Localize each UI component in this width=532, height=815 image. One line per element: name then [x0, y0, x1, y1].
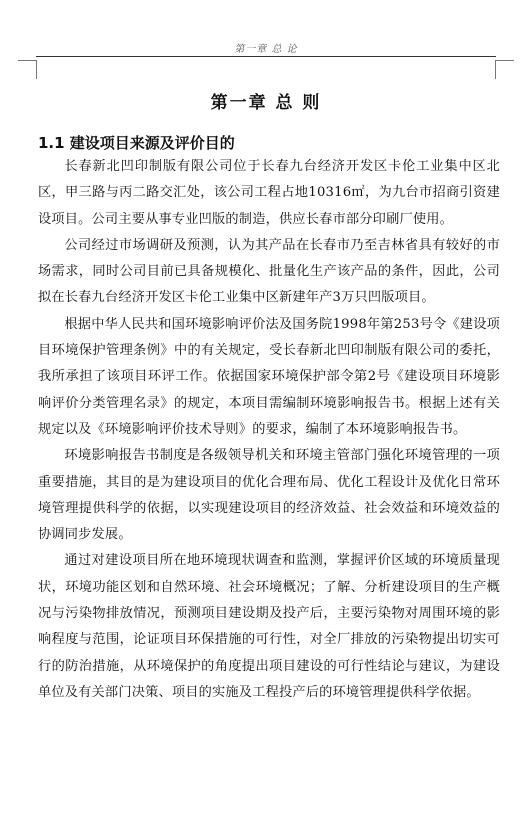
- running-header: 第一章 总 论: [234, 44, 298, 55]
- margin-corner-mark-left: [18, 60, 37, 79]
- chapter-title: 第一章 总 则: [210, 93, 322, 113]
- paragraph: 通过对建设项目所在地环境现状调查和监测，掌握评价区域的环境质量现状，环境功能区划和自然环境、社会环境概况；了解、分析建设项目的生产概况与污染物排放情况，预测项目建设期及投产后，主要污染物对周围环境的影响程度与范围，论证项目环保措施的可行性，对全厂排放的污染物提出切实可行的防治措施，从环境保护的角度提出项目建设的可行性结论与建议，为建设单位及有关部门决策、项目的实施及工程投产后的环境管理提供科学依据。: [38, 553, 500, 700]
- paragraph: 根据中华人民共和国环境影响评价法及国务院1998年第253号令《建设项目环境保护管理条例》中的有关规定，受长春新北凹印制版有限公司的委托，我所承担了该项目环评工作。依据国家环境保护部令第2号《建设项目环境影响评价分类管理名录》的规定，本项目需编制环境影响报告书。根据上述有关规定以及《环境影响评价技术导则》的要求，编制了本环境影响报告书。: [38, 316, 500, 437]
- paragraph: 公司经过市场调研及预测，认为其产品在长春市乃至吉林省具有较好的市场需求，同时公司目前已具备规模化、批量化生产该产品的条件，因此，公司拟在长春九台经济开发区卡伦工业集中区新建年产3万只凹版项目。: [38, 237, 500, 306]
- paragraph: 环境影响报告书制度是各级领导机关和环境主管部门强化环境管理的一项重要措施，其目的是为建设项目的优化合理布局、优化工程设计及优化日常环境管理提供科学的依据，以实现建设项目的经济效益、社会效益和环境效益的协调同步发展。: [38, 448, 500, 543]
- margin-corner-mark-right: [495, 60, 514, 79]
- paragraph: 长春新北凹印制版有限公司位于长春九台经济开发区卡伦工业集中区北区，甲三路与丙二路交汇处，该公司工程占地10316㎡，为九台市招商引资建设项目。公司主要从事专业凹版的制造，供应长春市部分印刷厂使用。: [38, 159, 500, 227]
- body-text: [38, 154, 500, 706]
- header-rule: [36, 56, 496, 57]
- section-title: 1.1 建设项目来源及评价目的: [38, 134, 235, 152]
